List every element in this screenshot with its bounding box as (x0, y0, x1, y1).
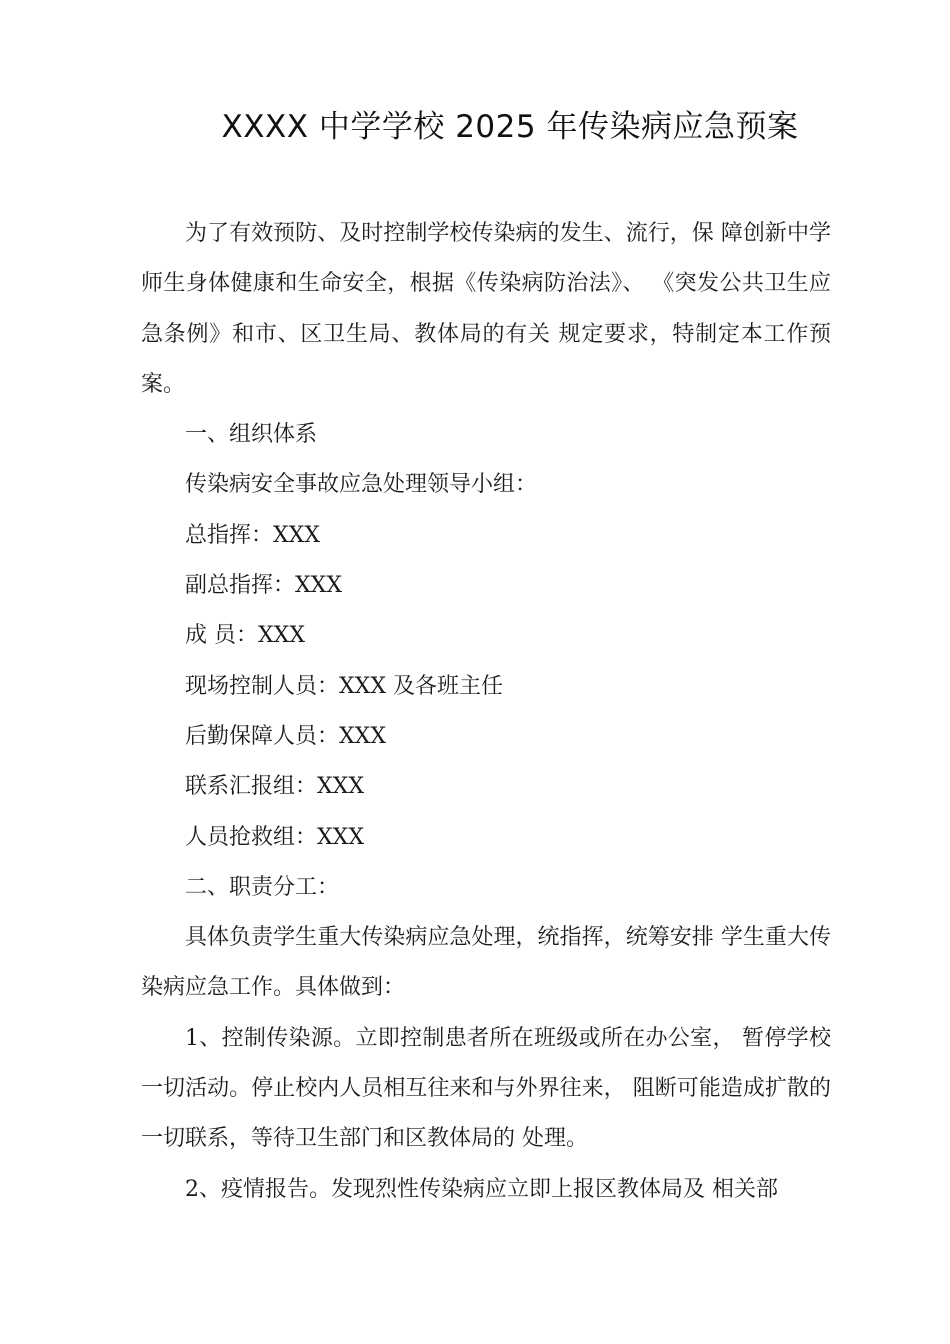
role-members: 成 员：XXX (185, 623, 305, 649)
role-commander: 总指挥：XXX (185, 522, 320, 548)
role-onsite-control: 现场控制人员：XXX 及各班主任 (185, 673, 503, 699)
role-rescue-team: 人员抢救组：XXX (185, 824, 364, 850)
section-heading-duties: 二、职责分工： (185, 874, 340, 900)
duties-intro-paragraph: 具体负责学生重大传染病应急处理，统指挥，统筹安排 学生重大传染病应急工作。具体做到： (141, 925, 831, 1001)
document-body (141, 209, 831, 1215)
document-title: XXXX 中学学校 2025 年传染病应急预案 (221, 109, 799, 145)
role-liaison-reporting: 联系汇报组：XXX (185, 774, 364, 800)
duty-item-1: 1、控制传染源。立即控制患者所在班级或所在办公室， 暂停学校一切活动。停止校内人员相互往来和与外界往来， 阻断可能造成扩散的一切联系，等待卫生部门和区教体局的 处理。 (141, 1025, 831, 1152)
duty-item-2: 2、疫情报告。发现烈性传染病应立即上报区教体局及 相关部 (185, 1176, 778, 1202)
section-heading-organization: 一、组织体系 (185, 422, 318, 448)
role-deputy-commander: 副总指挥：XXX (185, 573, 342, 599)
leadership-group-label: 传染病安全事故应急处理领导小组： (185, 472, 538, 498)
role-logistics: 后勤保障人员：XXX (185, 723, 386, 749)
intro-paragraph: 为了有效预防、及时控制学校传染病的发生、流行，保 障创新中学师生身体健康和生命安全，根据《传染病防治法》、 《突发公共卫生应急条例》和市、区卫生局、教体局的有关 规定要求，特制定本工作预案。 (141, 221, 831, 397)
